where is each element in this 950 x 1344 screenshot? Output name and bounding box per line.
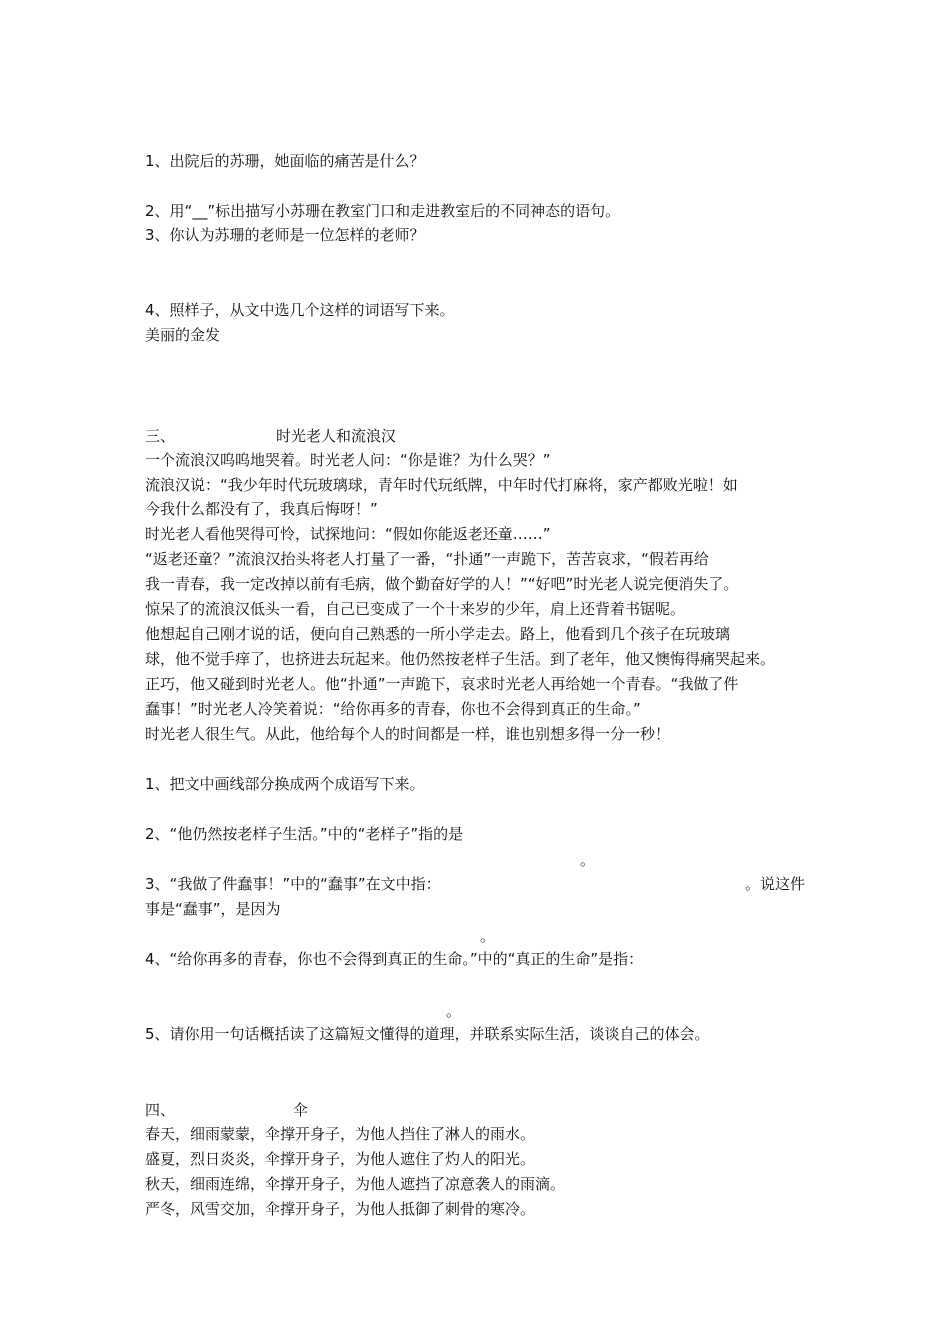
- section-3-question-1: 1、把文中画线部分换成两个成语写下来。: [145, 775, 425, 793]
- passage-line: 时光老人很生气。从此，他给每个人的时间都是一样，谁也别想多得一分一秒！: [145, 725, 671, 743]
- answer-blank-end: 。: [480, 927, 496, 945]
- passage-line: 惊呆了的流浪汉低头一看，自己已变成了一个十来岁的少年，肩上还背着书锯呢。: [145, 600, 686, 618]
- poem-line: 严冬，风雪交加，伞撑开身子，为他人抵御了刺骨的寒冷。: [145, 1200, 536, 1218]
- question-4: 4、照样子，从文中选几个这样的词语写下来。: [145, 301, 455, 319]
- section-3-question-5: 5、请你用一句话概括读了这篇短文懂得的道理，并联系实际生活，谈谈自己的体会。: [145, 1025, 710, 1043]
- passage-line: 正巧，他又碰到时光老人。他“扑通”一声跪下，哀求时光老人再给她一个青春。“我做了件: [145, 675, 739, 693]
- answer-blank-end: 。: [580, 851, 596, 869]
- poem-line: 秋天，细雨连绵，伞撑开身子，为他人遮挡了凉意袭人的雨滴。: [145, 1175, 566, 1193]
- question-2: 2、用“__”标出描写小苏珊在教室门口和走进教室后的不同神态的语句。: [145, 202, 621, 220]
- passage-line: 我一青春，我一定改掉以前有毛病，做个勤奋好学的人！”“好吧”时光老人说完便消失了。: [145, 575, 739, 593]
- answer-blank-end: 。: [446, 1002, 462, 1020]
- passage-line: 今我什么都没有了，我真后悔呀！”: [145, 500, 378, 518]
- passage-line: 球，他不觉手痒了，也挤进去玩起来。他仍然按老样子生活。到了老年，他又懊悔得痛哭起来。: [145, 650, 776, 668]
- poem-line: 盛夏，烈日炎炎，伞撑开身子，为他人遮住了灼人的阳光。: [145, 1150, 536, 1168]
- passage-line: 蠢事！”时光老人冷笑着说：“给你再多的青春，你也不会得到真正的生命。”: [145, 700, 641, 718]
- section-3-question-3-line-2: 事是“蠢事”，是因为: [145, 900, 281, 918]
- passage-line: 他想起自己刚才说的话，便向自己熟悉的一所小学走去。路上，他看到几个孩子在玩玻璃: [145, 625, 731, 643]
- question-1: 1、出院后的苏珊，她面临的痛苦是什么？: [145, 152, 425, 170]
- poem-line: 春天，细雨蒙蒙，伞撑开身子，为他人挡住了淋人的雨水。: [145, 1125, 536, 1143]
- section-3-title: 时光老人和流浪汉: [276, 427, 397, 445]
- section-3-question-2: 2、“他仍然按老样子生活。”中的“老样子”指的是: [145, 825, 464, 843]
- section-3-number: 三、: [145, 427, 176, 445]
- section-4-title: 伞: [293, 1101, 309, 1119]
- passage-line: “返老还童？”流浪汉抬头将老人打量了一番，“扑通”一声跪下，苦苦哀求，“假若再给: [145, 550, 709, 568]
- question-3: 3、你认为苏珊的老师是一位怎样的老师？: [145, 226, 425, 244]
- passage-line: 一个流浪汉呜呜地哭着。时光老人问：“你是谁？为什么哭？”: [145, 451, 551, 469]
- passage-line: 时光老人看他哭得可怜，试探地问：“假如你能返老还童……”: [145, 525, 551, 543]
- question-3-continuation: 。说这件: [745, 875, 806, 893]
- question-4-example: 美丽的金发: [145, 326, 221, 344]
- section-4-number: 四、: [145, 1101, 176, 1119]
- passage-line: 流浪汉说：“我少年时代玩玻璃球，青年时代玩纸牌，中年时代打麻将，家产都败光啦！如: [145, 476, 738, 494]
- section-3-question-3: 3、“我做了件蠢事！”中的“蠢事”在文中指：: [145, 875, 441, 893]
- section-3-question-4: 4、“给你再多的青春，你也不会得到真正的生命。”中的“真正的生命”是指：: [145, 950, 644, 968]
